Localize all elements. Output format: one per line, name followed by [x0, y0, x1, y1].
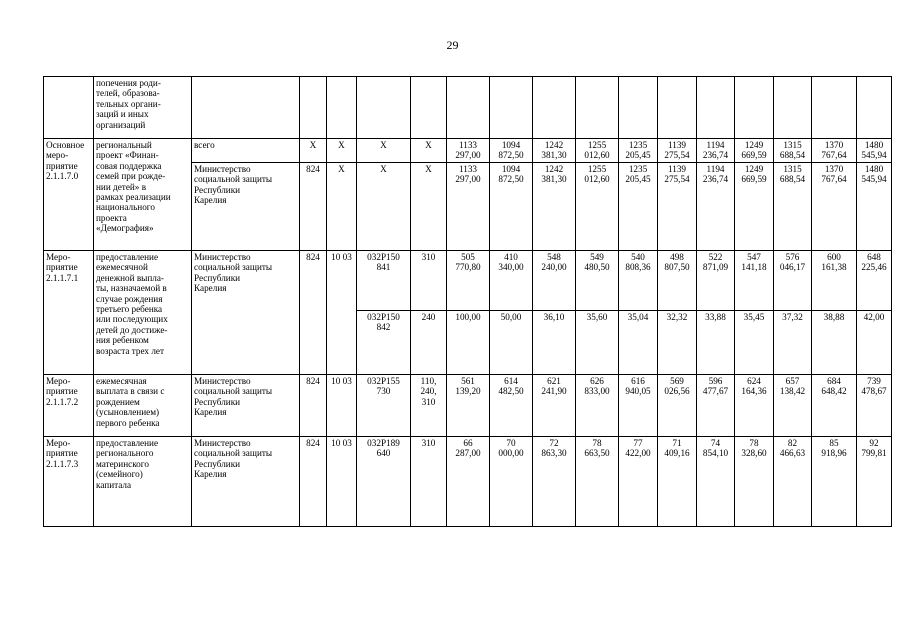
cell-value: 1249 669,59 — [735, 139, 774, 163]
cell-value: 739 478,67 — [857, 375, 892, 437]
cell-vr: 310 — [411, 437, 447, 527]
table-row-m3 — [44, 437, 892, 527]
cell-value: 32,32 — [658, 311, 697, 375]
cell-value: 1235 205,45 — [619, 139, 658, 163]
cell-value: 1235 205,45 — [619, 163, 658, 251]
cell-value: 600 161,38 — [812, 251, 857, 311]
cell-value: 569 026,56 — [658, 375, 697, 437]
cell-value: 50,00 — [490, 311, 533, 375]
cell-rzpr: Х — [327, 163, 357, 251]
cell-csr: 032P150 841 — [357, 251, 411, 311]
cell-grbs: Х — [300, 139, 327, 163]
cell-value: 624 164,36 — [735, 375, 774, 437]
cell-value: 1194 236,74 — [697, 139, 735, 163]
cell-csr: 032P189 640 — [357, 437, 411, 527]
cell-value: 549 480,50 — [576, 251, 619, 311]
cell-value: 547 141,18 — [735, 251, 774, 311]
cell-value: 1370 767,64 — [812, 139, 857, 163]
cell-value: 100,00 — [447, 311, 490, 375]
cell-value: 77 422,00 — [619, 437, 658, 527]
cell-description: предоставление ежемесячной денежной выпла- ты, назначаемой в случае рождения третьего ребенка или последующих детей до достиже- ния ребенком возраста трех лет — [94, 251, 192, 375]
cell-value: 1480 545,94 — [857, 139, 892, 163]
cell-executor: всего — [192, 139, 300, 163]
cell-value: 66 287,00 — [447, 437, 490, 527]
cell-value: 1255 012,60 — [576, 163, 619, 251]
cell-value: 596 477,67 — [697, 375, 735, 437]
cell-value: 1094 872,50 — [490, 163, 533, 251]
cell-value: 37,32 — [774, 311, 812, 375]
cell-value: 657 138,42 — [774, 375, 812, 437]
cell-value: 621 241,90 — [533, 375, 576, 437]
cell-rzpr: 10 03 — [327, 437, 357, 527]
cell-value: 35,60 — [576, 311, 619, 375]
page-number: 29 — [446, 38, 459, 52]
cell-description: попечения роди- телей, образова- тельных органи- заций и иных организаций — [94, 77, 192, 139]
cell-value: 70 000,00 — [490, 437, 533, 527]
cell-csr: Х — [357, 163, 411, 251]
cell-value: 648 225,46 — [857, 251, 892, 311]
cell-grbs: 824 — [300, 163, 327, 251]
cell-grbs: 824 — [300, 437, 327, 527]
cell-code: Меро- приятие 2.1.1.7.1 — [44, 251, 94, 375]
cell-rzpr: 10 03 — [327, 251, 357, 375]
cell-value: 74 854,10 — [697, 437, 735, 527]
cell-value: 1242 381,30 — [533, 139, 576, 163]
cell-value: 42,00 — [857, 311, 892, 375]
cell-vr: 240 — [411, 311, 447, 375]
cell-value: 576 046,17 — [774, 251, 812, 311]
cell-executor: Министерство социальной защиты Республики Карелия — [192, 375, 300, 437]
cell-value: 78 328,60 — [735, 437, 774, 527]
cell-value: 522 871,09 — [697, 251, 735, 311]
cell-vr: 110, 240, 310 — [411, 375, 447, 437]
cell-value: 1315 688,54 — [774, 163, 812, 251]
cell-value: 1194 236,74 — [697, 163, 735, 251]
cell-code — [44, 77, 94, 139]
cell-value: 498 807,50 — [658, 251, 697, 311]
cell-value: 1133 297,00 — [447, 139, 490, 163]
cell-rzpr: 10 03 — [327, 375, 357, 437]
cell-description: предоставление регионального материнского (семейного) капитала — [94, 437, 192, 527]
cell-grbs: 824 — [300, 251, 327, 375]
cell-value: 78 663,50 — [576, 437, 619, 527]
cell-description: региональный проект «Финан- совая поддержка семей при рожде- нии детей» в рамках реализации национального проекта «Демография» — [94, 139, 192, 251]
cell-value: 684 648,42 — [812, 375, 857, 437]
cell-grbs: 824 — [300, 375, 327, 437]
cell-csr: 032P155 730 — [357, 375, 411, 437]
cell-executor: Министерство социальной защиты Республики Карелия — [192, 437, 300, 527]
cell-executor: Министерство социальной защиты Республики Карелия — [192, 163, 300, 251]
cell-value: 1315 688,54 — [774, 139, 812, 163]
cell-value: 1370 767,64 — [812, 163, 857, 251]
table-row-m1-sub1 — [44, 251, 892, 311]
cell-csr: 032P150 842 — [357, 311, 411, 375]
cell-rzpr: Х — [327, 139, 357, 163]
cell-value: 1139 275,54 — [658, 139, 697, 163]
cell-value: 35,04 — [619, 311, 658, 375]
cell-value: 85 918,96 — [812, 437, 857, 527]
cell-value: 72 863,30 — [533, 437, 576, 527]
table-row-m2 — [44, 375, 892, 437]
cell-value: 1133 297,00 — [447, 163, 490, 251]
cell-value: 36,10 — [533, 311, 576, 375]
cell-description: ежемесячная выплата в связи с рождением (усыновлением) первого ребенка — [94, 375, 192, 437]
cell-value: 548 240,00 — [533, 251, 576, 311]
cell-value: 626 833,00 — [576, 375, 619, 437]
cell-value: 410 340,00 — [490, 251, 533, 311]
cell-value: 614 482,50 — [490, 375, 533, 437]
cell-value: 82 466,63 — [774, 437, 812, 527]
cell-value: 505 770,80 — [447, 251, 490, 311]
cell-value: 1480 545,94 — [857, 163, 892, 251]
cell-vr: 310 — [411, 251, 447, 311]
cell-vr: Х — [411, 139, 447, 163]
cell-value: 1139 275,54 — [658, 163, 697, 251]
cell-executor: Министерство социальной защиты Республики Карелия — [192, 251, 300, 375]
table-row-continuation — [44, 77, 892, 139]
cell-csr: Х — [357, 139, 411, 163]
cell-value: 1242 381,30 — [533, 163, 576, 251]
cell-value: 1255 012,60 — [576, 139, 619, 163]
cell-vr: Х — [411, 163, 447, 251]
cell-code: Основное меро- приятие 2.1.1.7.0 — [44, 139, 94, 251]
cell-value: 33,88 — [697, 311, 735, 375]
cell-code: Меро- приятие 2.1.1.7.2 — [44, 375, 94, 437]
cell-value: 92 799,81 — [857, 437, 892, 527]
cell-value: 38,88 — [812, 311, 857, 375]
cell-value: 1249 669,59 — [735, 163, 774, 251]
cell-value: 35,45 — [735, 311, 774, 375]
budget-table — [43, 76, 892, 527]
cell-value: 616 940,05 — [619, 375, 658, 437]
cell-code: Меро- приятие 2.1.1.7.3 — [44, 437, 94, 527]
cell-value: 540 808,36 — [619, 251, 658, 311]
table-row-main-total — [44, 139, 892, 163]
cell-value: 561 139,20 — [447, 375, 490, 437]
cell-value: 1094 872,50 — [490, 139, 533, 163]
cell-value: 71 409,16 — [658, 437, 697, 527]
